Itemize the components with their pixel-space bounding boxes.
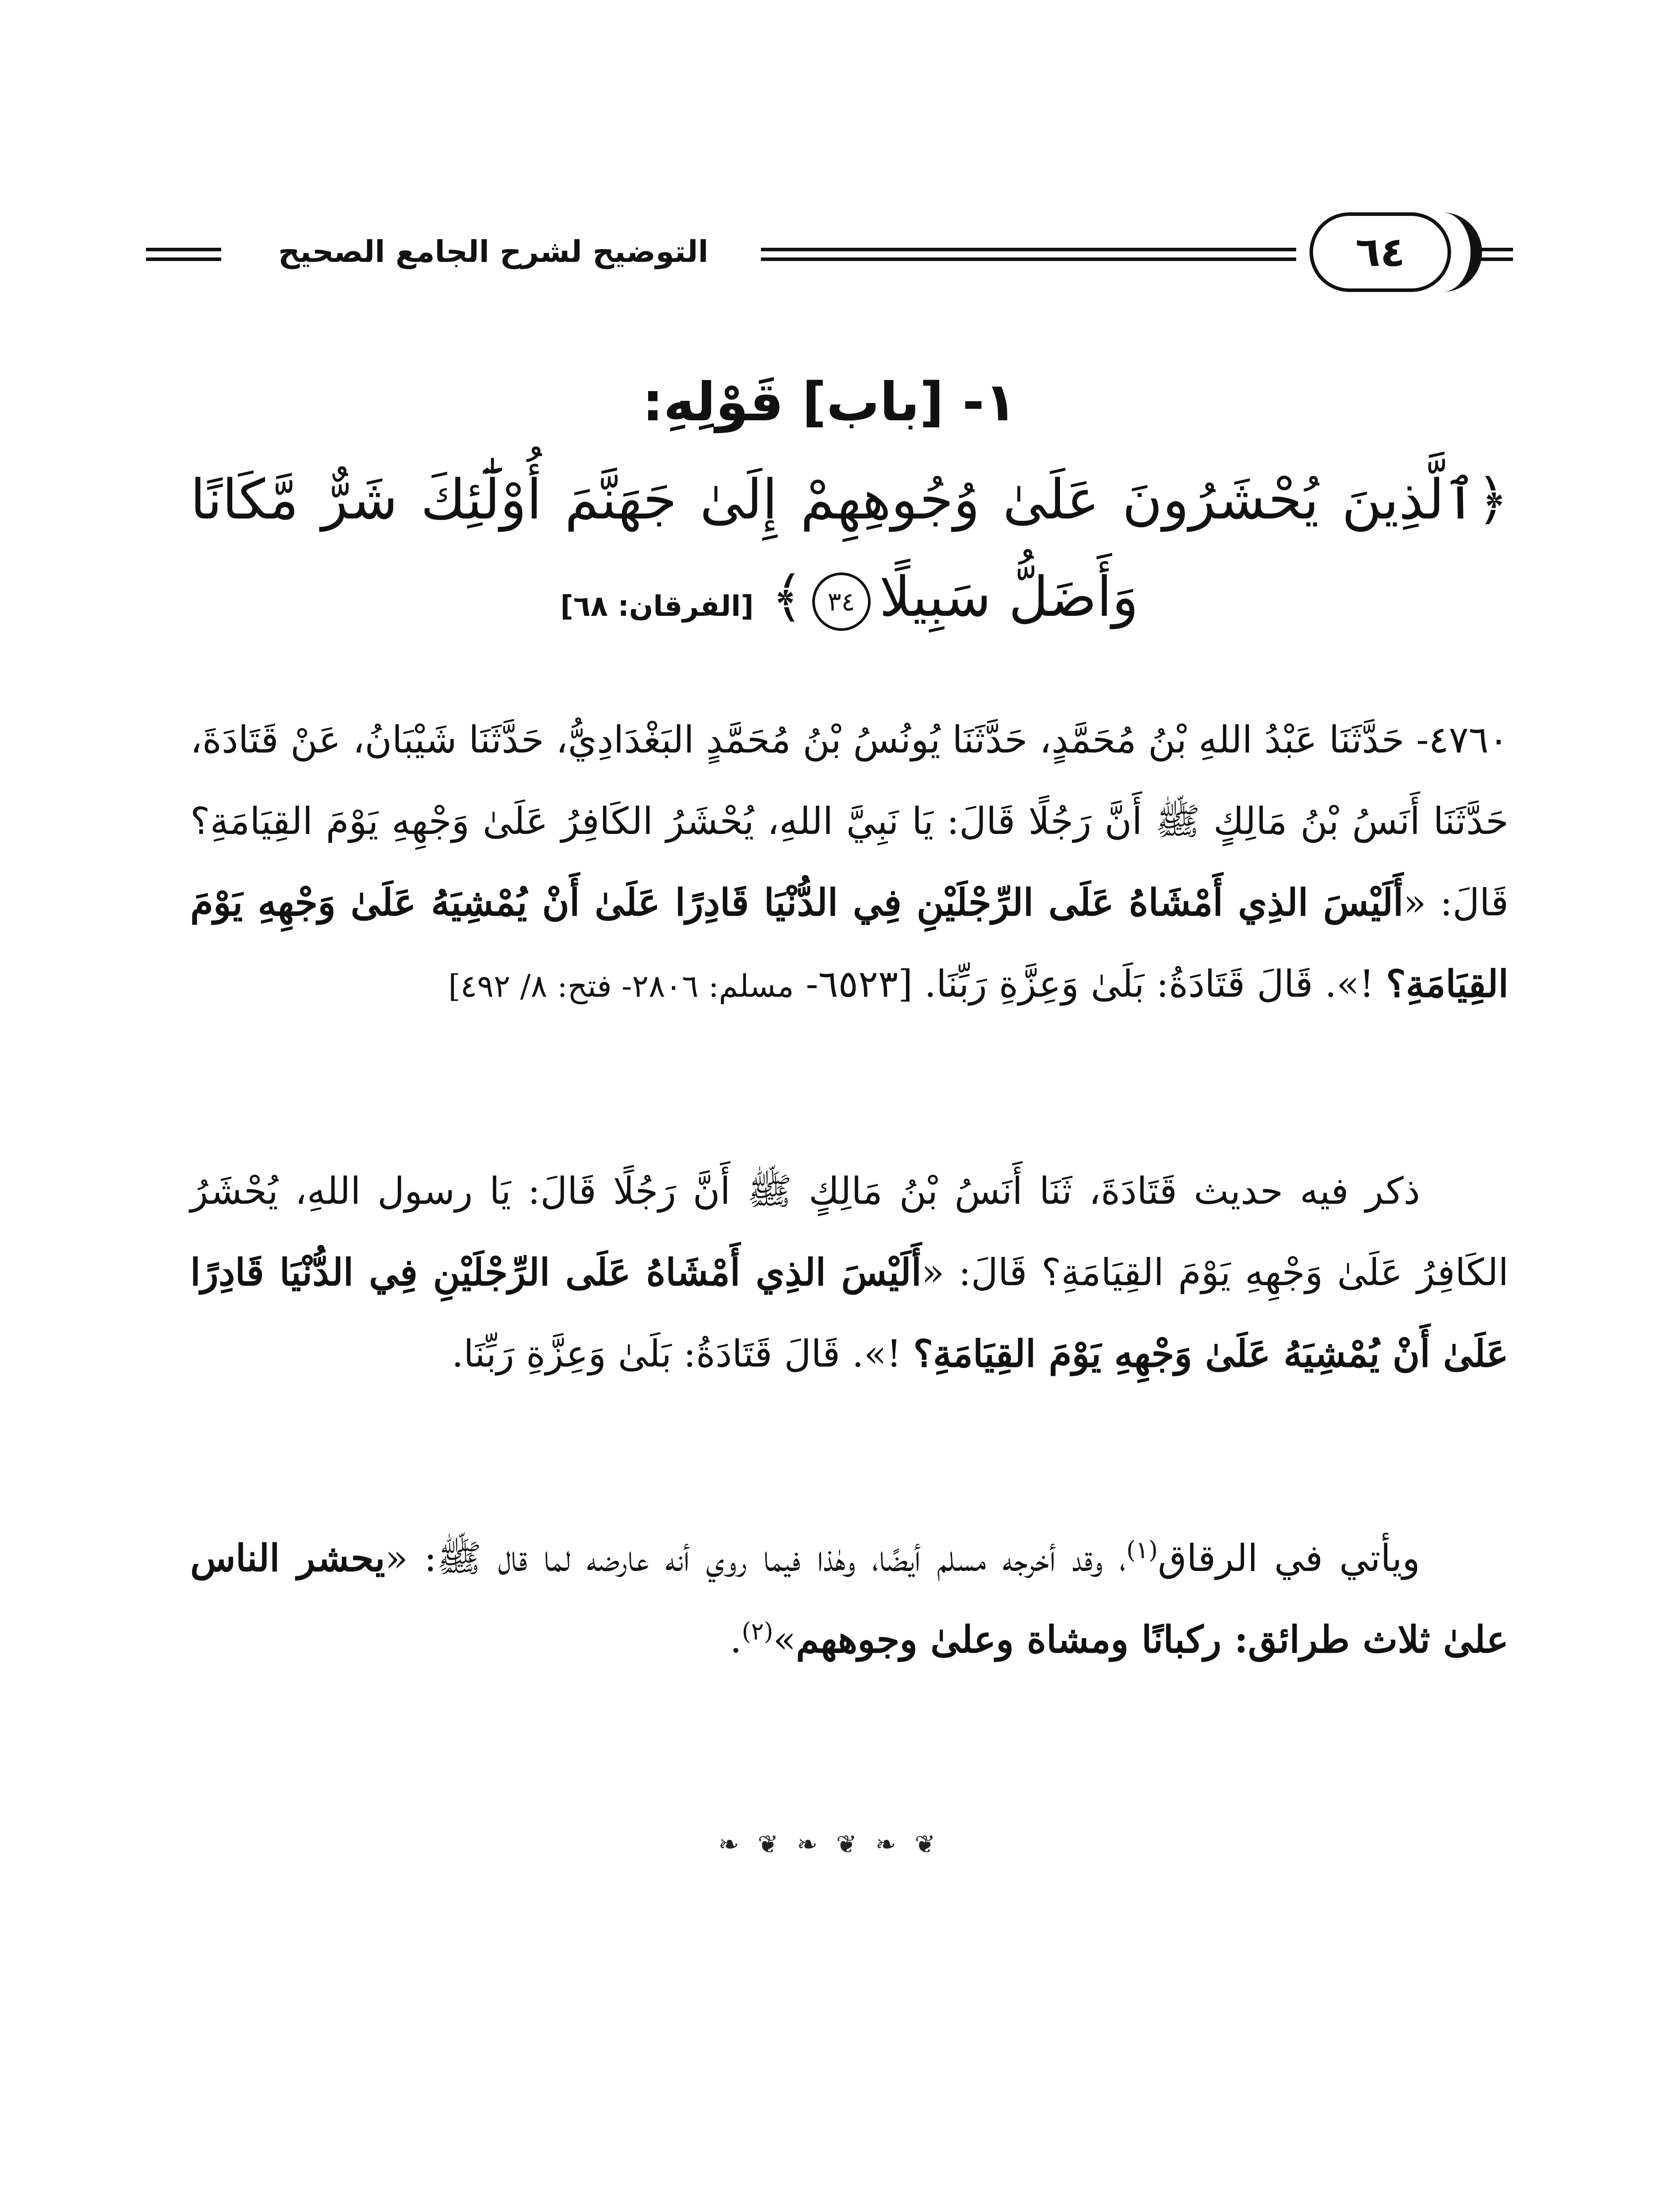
hadith-tail: !». قَالَ قَتَادَةُ: بَلَىٰ وَعِزَّةِ رَبِّنَا. [٦٥٢٣- xyxy=(806,962,1386,1006)
header-rule-middle xyxy=(761,248,1296,261)
verse-text: وَأَضَلُّ سَبِيلًا xyxy=(879,565,1139,629)
commentary-text: ذكر فيه حديث قَتَادَةَ، ثَنَا أَنَسُ بْنُ مَالِكٍ ﷺ أَنَّ رَجُلًا قَالَ: يَا رسول اللهِ، يُحْشَرُ الكَافِرُ عَلَىٰ وَجْهِهِ يَوْمَ القِيَامَةِ؟ قَالَ: « xyxy=(190,1169,1509,1294)
commentary-quote: أَلَيْسَ الذِي أَمْشَاهُ عَلَى الرِّجْلَيْنِ فِي الدُّنْيَا قَادِرًا عَلَىٰ أَنْ يُمْشِيَهُ عَلَىٰ وَجْهِهِ يَوْمَ القِيَامَةِ؟ xyxy=(190,1250,1509,1375)
running-header xyxy=(0,212,1659,301)
quran-verse-line-2 xyxy=(190,549,1509,655)
note-quote: يحشر الناس علىٰ ثلاث طرائق: ركبانًا ومشاة وعلىٰ وجوههم xyxy=(190,1536,1509,1661)
hadith-isnad: ٤٧٦٠- حَدَّثَنَا عَبْدُ اللهِ بْنُ مُحَمَّدٍ، حَدَّثَنَا يُونُسُ بْنُ مُحَمَّدٍ البَغْدَادِيُّ، حَدَّثَنَا شَيْبَانُ، عَنْ قَتَادَةَ، حَدَّثَنَا أَنَسُ بْنُ مَالِكٍ ﷺ أَنَّ رَجُلًا قَالَ: يَا نَبِيَّ اللهِ، يُحْشَرُ الكَافِرُ عَلَىٰ وَجْهِهِ يَوْمَ القِيَامَةِ؟ قَالَ: « xyxy=(190,718,1509,924)
ayah-number-marker: ٣٤ xyxy=(812,572,871,631)
hadith-reference: مسلم: ٢٨٠٦- فتح: ٨/ ٤٩٢] xyxy=(448,968,794,1004)
note-text-2: ، وقد أخرجه مسلم أيضًا، وهٰذا فيما روي أنه عارضه لما قال ﷺ: « xyxy=(385,1536,1126,1580)
footnote-marker-1[interactable]: (١) xyxy=(1126,1536,1158,1564)
footnote-marker-2[interactable]: (٢) xyxy=(741,1617,773,1645)
header-rule-left xyxy=(146,248,221,261)
chapter-title: ١- [باب] قَوْلِهِ: xyxy=(642,372,1017,433)
note-quote-close: » xyxy=(773,1618,796,1661)
verse-reference: [الفرقان: ٦٨] xyxy=(560,590,754,623)
commentary-paragraph xyxy=(190,1150,1509,1394)
commentary-tail: !». قَالَ قَتَادَةُ: بَلَىٰ وَعِزَّةِ رَبِّنَا. xyxy=(451,1332,914,1375)
note-text-1: ويأتي في الرقاق xyxy=(1158,1536,1420,1580)
note-paragraph xyxy=(190,1517,1509,1680)
page-number: ٦٤ xyxy=(1310,212,1451,292)
section-ornament: ❧ ❦ ❧ ❦ ❧ ❦ xyxy=(718,1830,941,1859)
hadith-matn: أَلَيْسَ الذِي أَمْشَاهُ عَلَى الرِّجْلَيْنِ فِي الدُّنْيَا قَادِرًا عَلَىٰ أَنْ يُمْشِيَهُ عَلَىٰ وَجْهِهِ يَوْمَ القِيَامَةِ؟ xyxy=(190,880,1509,1006)
verse-close-bracket: ﴾ xyxy=(771,565,803,629)
quran-verse-line-1: ﴿ٱلَّذِينَ يُحْشَرُونَ عَلَىٰ وُجُوهِهِمْ إِلَىٰ جَهَنَّمَ أُوْلَٰٓئِكَ شَرٌّ مَّكَانًا xyxy=(190,468,1509,532)
hadith-paragraph xyxy=(190,699,1509,1027)
header-rule-right xyxy=(1473,248,1513,261)
running-title: التوضيح لشرح الجامع الصحيح xyxy=(278,234,709,269)
note-end: . xyxy=(730,1618,742,1661)
